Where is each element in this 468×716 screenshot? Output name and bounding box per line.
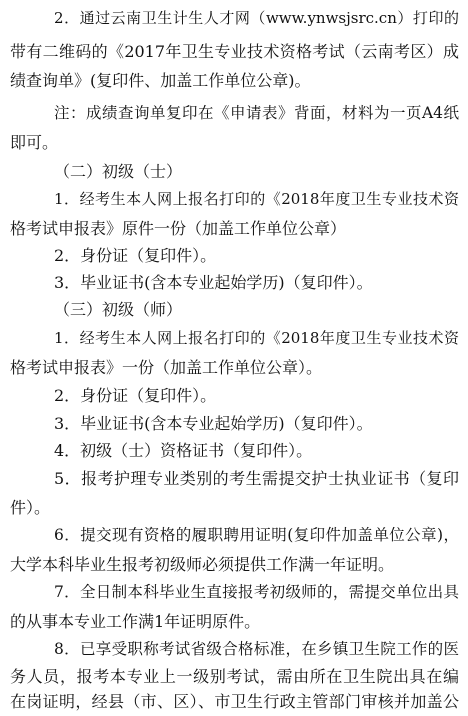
text-line (0, 37, 468, 66)
line-text: 务人员，报考本专业上一级别考试，需由所在卫生院出具在编 (10, 667, 459, 686)
text-line (0, 241, 468, 270)
line-text: 4．初级（士）资格证书（复印件）。 (54, 441, 313, 460)
line-text: 带有二维码的《2017年卫生专业技术资格考试（云南考区）成 (10, 42, 459, 61)
text-line (0, 185, 468, 214)
text-line (0, 687, 468, 716)
text-line (0, 214, 468, 243)
line-text: 3．毕业证书(含本专业起始学历)（复印件）。 (54, 273, 373, 292)
line-text: 即可。 (10, 133, 59, 152)
text-line (0, 324, 468, 353)
text-line (0, 493, 468, 522)
section-heading (0, 295, 468, 324)
line-text: 格考试申报表》原件一份（加盖工作单位公章） (10, 219, 347, 238)
line-text: 5．报考护理专业类别的考生需提交护士执业证书（复印 (54, 469, 459, 488)
line-text: 3．毕业证书(含本专业起始学历)（复印件）。 (54, 414, 373, 433)
line-text: 绩查询单》(复印件、加盖工作单位公章)。 (10, 71, 311, 90)
line-text: 的从事本专业工作满1年证明原件。 (10, 612, 261, 631)
text-line (0, 464, 468, 493)
line-text: 在岗证明，经县（市、区）、市卫生行政主管部门审核并加盖公 (10, 692, 459, 711)
line-text: 7．全日制本科毕业生直接报考初级师的，需提交单位出具 (54, 583, 459, 601)
text-line (0, 578, 468, 607)
text-line (0, 353, 468, 382)
line-text: 大学本科毕业生报考初级师必须提供工作满一年证明。 (10, 555, 395, 574)
text-line (0, 4, 468, 33)
section-heading (0, 157, 468, 186)
text-line (0, 550, 468, 579)
line-text: （三）初级（师） (54, 300, 183, 319)
line-text: 6．提交现有资格的履职聘用证明(复印件加盖单位公章)， (54, 526, 459, 544)
line-text: 1．经考生本人网上报名打印的《2018年度卫生专业技术资 (54, 329, 459, 347)
line-text: 2．身份证（复印件）。 (54, 386, 217, 405)
line-text: 格考试申报表》一份（加盖工作单位公章）。 (10, 358, 323, 377)
line-text: 件）。 (10, 498, 51, 517)
line-text: 1．经考生本人网上报名打印的《2018年度卫生专业技术资 (54, 190, 459, 208)
text-line (0, 635, 468, 664)
line-text: （二）初级（士） (54, 162, 183, 181)
text-line (0, 128, 468, 157)
text-line (0, 381, 468, 410)
line-text: 2．通过云南卫生计生人才网（www.ynwsjsrc.cn）打印的 (54, 9, 459, 27)
line-text: 2．身份证（复印件）。 (54, 246, 217, 265)
text-line (0, 268, 468, 297)
text-line (0, 521, 468, 550)
line-text: 注：成绩查询单复印在《申请表》背面，材料为一页A4纸 (54, 104, 459, 122)
line-text: 8．已享受职称考试省级合格标准，在乡镇卫生院工作的医 (54, 640, 459, 658)
text-line (0, 409, 468, 438)
text-line (0, 436, 468, 465)
text-line (0, 66, 468, 95)
text-line (0, 99, 468, 128)
text-line (0, 607, 468, 636)
